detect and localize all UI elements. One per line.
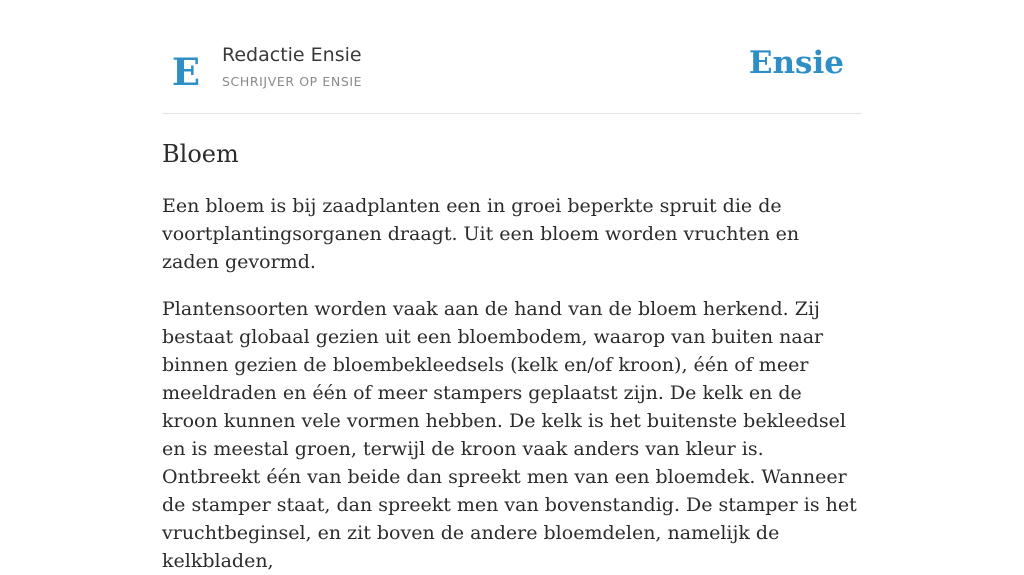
- article-title: Bloem: [162, 140, 239, 168]
- article-page: [162, 0, 862, 575]
- author-header: [162, 0, 862, 114]
- author-name[interactable]: Redactie Ensie: [222, 44, 362, 66]
- author-avatar[interactable]: E: [171, 50, 201, 94]
- author-role: SCHRIJVER OP ENSIE: [222, 74, 363, 89]
- article-paragraph: Plantensoorten worden vaak aan de hand van de bloem herkend. Zij bestaat globaal gezien uit een bloembodem, waarop van buiten naar binnen gezien de bloembekleedsels (kelk en/of kroon), één of meer meeldraden en één of meer stampers geplaatst zijn. De kelk en de kroon kunnen vele vormen hebben. De kelk is het buitenste bekleedsel en is meestal groen, terwijl de kroon vaak anders van kleur is. Ontbreekt één van beide dan spreekt men van een bloemdek. Wanneer de stamper staat, dan spreekt men van bovenstandig. De stamper is het vruchtbeginsel, en zit boven de andere bloemdelen, namelijk de kelkbladen,: [162, 298, 857, 572]
- article-paragraph: Een bloem is bij zaadplanten een in groei beperkte spruit die de voortplantingsorganen draagt. Uit een bloem worden vruchten en zaden gevormd.: [162, 195, 800, 273]
- brand-logo[interactable]: Ensie: [748, 45, 844, 81]
